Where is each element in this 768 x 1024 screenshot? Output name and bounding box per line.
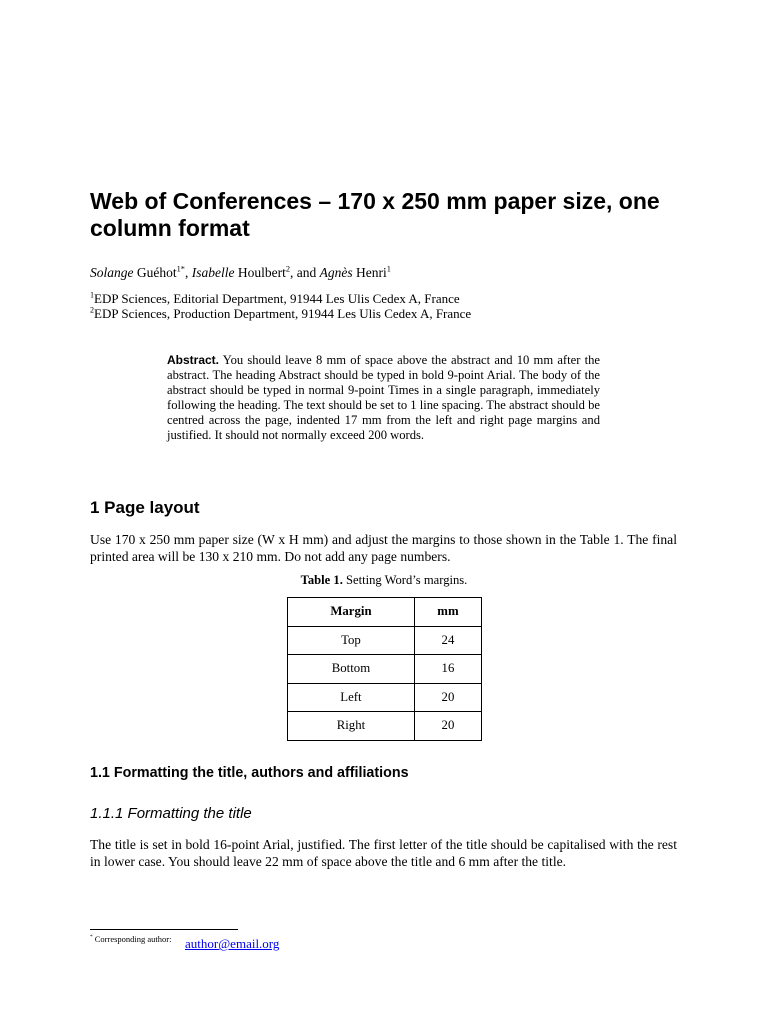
page-layout-paragraph: Use 170 x 250 mm paper size (W x H mm) and adjust the margins to those shown in the Table 1. The final printed area will be 130 x 210 mm. Do not add any page numbers. bbox=[90, 532, 677, 564]
table-caption-label: Table 1. bbox=[300, 573, 343, 587]
table-row bbox=[288, 655, 482, 684]
author-email-link[interactable]: author@email.org bbox=[185, 936, 280, 951]
author-2-affiliation-mark: 2 bbox=[285, 264, 291, 274]
table-cell: Right bbox=[288, 712, 415, 741]
author-2-last-name: Houlbert bbox=[234, 265, 286, 280]
affiliation-1 bbox=[90, 291, 460, 306]
subsection-heading-formatting: 1.1 Formatting the title, authors and affiliations bbox=[90, 765, 409, 781]
footnote-marker: * bbox=[90, 934, 93, 941]
author-3-last-name: Henri bbox=[352, 265, 387, 280]
table-row bbox=[288, 626, 482, 655]
table-row bbox=[288, 683, 482, 712]
footnote-label bbox=[90, 934, 172, 944]
table-header-cell: mm bbox=[414, 598, 481, 627]
author-separator: , and bbox=[290, 265, 320, 280]
table-header-cell: Margin bbox=[288, 598, 415, 627]
author-1-affiliation-mark: 1* bbox=[176, 264, 185, 274]
table-caption-text: Setting Word’s margins. bbox=[342, 573, 468, 587]
table-cell: 16 bbox=[414, 655, 481, 684]
author-3-affiliation-mark: 1 bbox=[386, 264, 391, 274]
affiliation-2 bbox=[90, 306, 471, 321]
table-cell: Top bbox=[288, 626, 415, 655]
table-cell: 20 bbox=[414, 712, 481, 741]
table-cell: Left bbox=[288, 683, 415, 712]
author-list bbox=[90, 265, 391, 281]
table-caption bbox=[0, 573, 768, 588]
author-3-first-name: Agnès bbox=[319, 265, 353, 280]
author-1-last-name: Guéhot bbox=[133, 265, 177, 280]
affiliation-text: EDP Sciences, Editorial Department, 91944 Les Ulis Cedex A, France bbox=[94, 291, 460, 306]
affiliation-number: 1 bbox=[90, 290, 95, 300]
author-1-first-name: Solange bbox=[90, 265, 134, 280]
abstract bbox=[167, 353, 600, 443]
author-2-first-name: Isabelle bbox=[191, 265, 235, 280]
table-cell: 24 bbox=[414, 626, 481, 655]
abstract-body: You should leave 8 mm of space above the abstract and 10 mm after the abstract. The heading Abstract should be typed in bold 9-point Arial. The body of the abstract should be typed in normal 9-point Times in a single paragraph, immediately following the heading. The text should be set to 1 line spacing. The abstract should be centred across the page, indented 17 mm from the left and right page margins and justified. It should not normally exceed 200 words. bbox=[167, 353, 600, 442]
table-header-row bbox=[288, 598, 482, 627]
title-formatting-paragraph: The title is set in bold 16-point Arial, justified. The first letter of the title should be capitalised with the rest in lower case. You should leave 22 mm of space above the title and 6 mm after the title. bbox=[90, 837, 677, 869]
abstract-heading: Abstract. bbox=[167, 353, 220, 367]
table-row bbox=[288, 712, 482, 741]
table-cell: Bottom bbox=[288, 655, 415, 684]
affiliation-number: 2 bbox=[90, 305, 95, 315]
footnote-divider bbox=[90, 929, 238, 930]
paper-title: Web of Conferences – 170 x 250 mm paper size, one column format bbox=[90, 188, 660, 241]
margins-table bbox=[287, 597, 482, 741]
footnote-label-text: Corresponding author: bbox=[92, 934, 172, 944]
affiliation-text: EDP Sciences, Production Department, 91944 Les Ulis Cedex A, France bbox=[94, 306, 472, 321]
subsubsection-heading-title: 1.1.1 Formatting the title bbox=[90, 805, 252, 822]
section-heading-page-layout: 1 Page layout bbox=[90, 498, 200, 517]
author-separator: , bbox=[184, 265, 192, 280]
table-cell: 20 bbox=[414, 683, 481, 712]
